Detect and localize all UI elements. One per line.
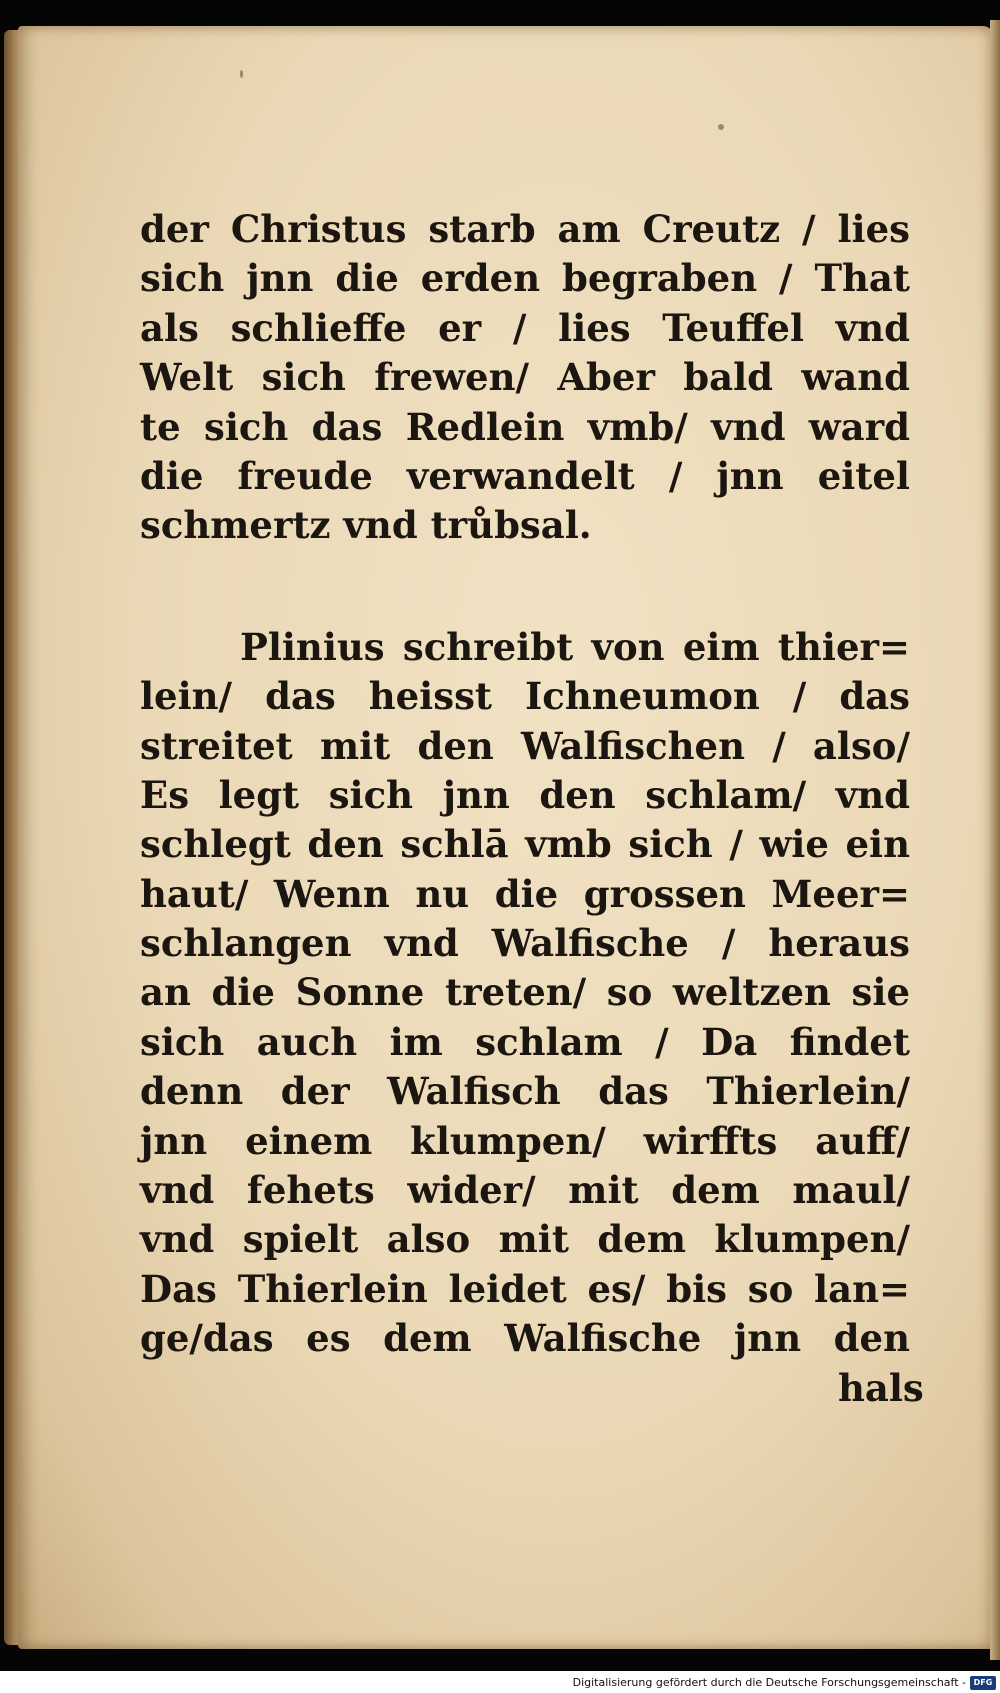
text-line: jnn einem klumpen/ wirffts auff/ bbox=[140, 1118, 910, 1163]
footer-bar bbox=[0, 1671, 1000, 1693]
funding-credit: Digitalisierung gefördert durch die Deutsche Forschungsgemeinschaft - bbox=[572, 1676, 966, 1689]
paper-speck bbox=[240, 70, 243, 78]
text-line: an die Sonne treten/ so weltzen sie bbox=[140, 970, 910, 1015]
text-line: te sich das Redlein vmb/ vnd ward bbox=[140, 404, 910, 449]
text-line: vnd fehets wider/ mit dem maul/ bbox=[140, 1168, 910, 1213]
text-line: Es legt sich jnn den schlam/ vnd bbox=[140, 772, 910, 817]
text-line: Plinius schreibt von eim thier= bbox=[240, 624, 910, 669]
paper-speck bbox=[718, 124, 724, 130]
page-text bbox=[140, 205, 910, 1364]
catchword: hals bbox=[838, 1366, 924, 1410]
text-line: Welt sich frewen/ Aber bald wand bbox=[140, 355, 910, 400]
dfg-logo-icon: DFG bbox=[970, 1676, 996, 1690]
text-line: vnd spielt also mit dem klumpen/ bbox=[140, 1217, 910, 1262]
text-line: haut/ Wenn nu die grossen Meer= bbox=[140, 871, 910, 916]
text-line: lein/ das heisst Ichneumon / das bbox=[140, 674, 910, 719]
text-line: der Christus starb am Creutz / lies bbox=[140, 207, 910, 251]
text-line: sich jnn die erden begraben / That bbox=[140, 256, 910, 301]
paragraph-gap bbox=[140, 551, 910, 623]
text-line: schlegt den schlā vmb sich / wie ein bbox=[140, 822, 910, 867]
book-right-edge bbox=[990, 20, 1000, 1660]
text-line: die freude verwandelt / jnn eitel bbox=[140, 453, 910, 498]
text-line: sich auch im schlam / Da findet bbox=[140, 1019, 910, 1064]
text-line: streitet mit den Walfischen / also/ bbox=[140, 723, 910, 768]
text-line: ge/das es dem Walfische jnn den bbox=[140, 1316, 910, 1361]
text-line: als schlieffe er / lies Teuffel vnd bbox=[140, 305, 910, 350]
text-line: Das Thierlein leidet es/ bis so lan= bbox=[140, 1266, 910, 1311]
text-line: schmertz vnd trůbsal. bbox=[140, 503, 592, 548]
text-line: denn der Walfisch das Thierlein/ bbox=[140, 1069, 910, 1114]
text-line: schlangen vnd Walfische / heraus bbox=[140, 921, 910, 966]
